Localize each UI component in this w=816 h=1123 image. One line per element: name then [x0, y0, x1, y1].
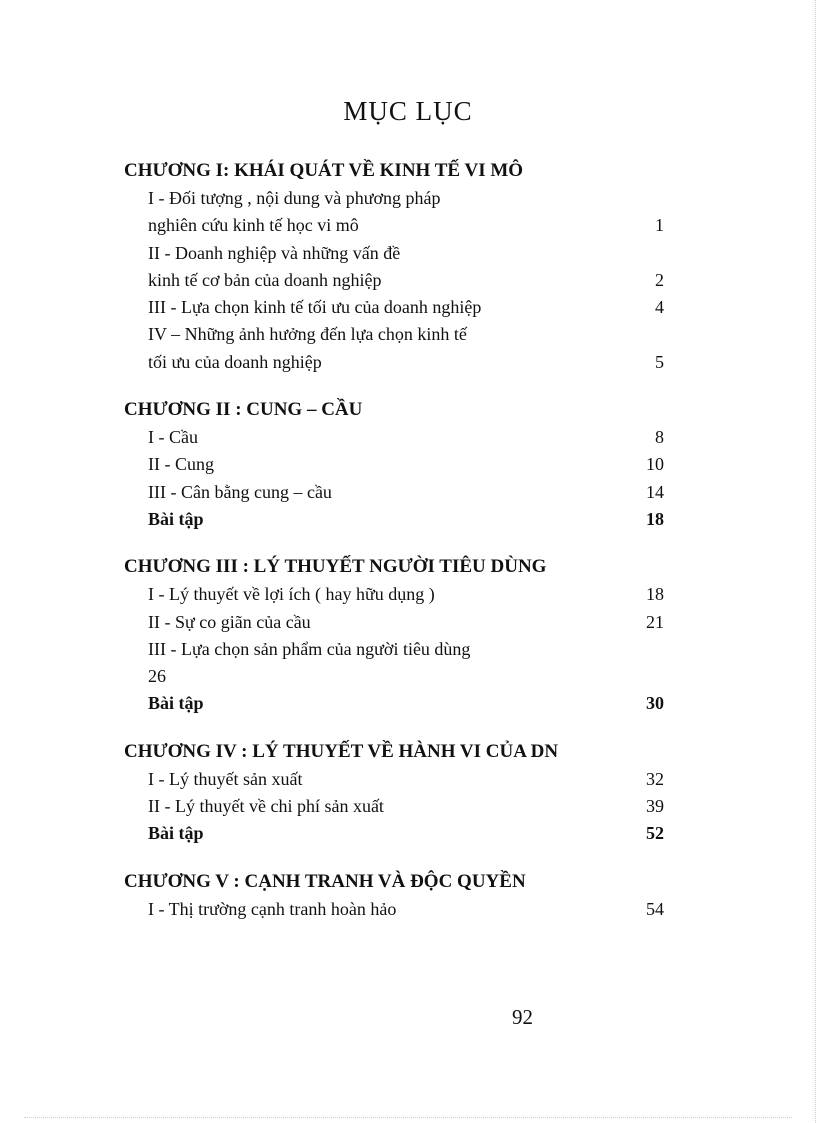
toc-entry	[124, 321, 664, 348]
page-number: 92	[512, 1005, 533, 1029]
toc-entry	[124, 349, 664, 376]
chapter-heading: CHƯƠNG V : CẠNH TRANH VÀ ĐỘC QUYỀN	[124, 870, 526, 892]
toc-entry-text: tối ưu của doanh nghiệp	[148, 351, 322, 372]
chapter-heading: CHƯƠNG III : LÝ THUYẾT NGƯỜI TIÊU DÙNG	[124, 556, 547, 578]
toc-entry-page-number: 4	[655, 297, 664, 318]
toc-entry	[124, 479, 664, 506]
toc-entry-text: II - Lý thuyết về chi phí sản xuất	[148, 796, 384, 817]
toc-entry-text: Bài tập	[148, 508, 204, 529]
toc-entry-text: Bài tập	[148, 823, 204, 844]
toc-entry-text: II - Doanh nghiệp và những vấn đề	[148, 242, 401, 263]
toc-entry-page-number: 30	[646, 693, 664, 714]
toc-entry-text: 26	[148, 666, 166, 687]
toc-entry	[124, 793, 664, 820]
toc-chapter	[124, 553, 664, 717]
toc-entry-text: I - Cầu	[148, 427, 198, 448]
toc-entry	[124, 581, 664, 608]
page-number-footer	[0, 1005, 816, 1030]
toc-entry	[124, 506, 664, 533]
toc-entry-text: III - Lựa chọn kinh tế tối ưu của doanh nghiệp	[148, 297, 482, 318]
toc-entry	[124, 663, 664, 690]
chapter-heading: CHƯƠNG IV : LÝ THUYẾT VỀ HÀNH VI CỦA DN	[124, 740, 559, 762]
toc-entry	[124, 690, 664, 717]
toc-entry	[124, 294, 664, 321]
toc-entry-text: I - Đối tượng , nội dung và phương pháp	[148, 188, 441, 208]
toc-entry-text: II - Sự co giãn của cầu	[148, 611, 311, 632]
toc-entry	[124, 766, 664, 793]
toc-entry-text: I - Thị trường cạnh tranh hoàn hảo	[148, 898, 397, 919]
toc-entry-page-number: 39	[646, 796, 664, 817]
toc-entry-text: IV – Những ảnh hưởng đến lựa chọn kinh tế	[148, 324, 467, 345]
toc-chapter	[124, 738, 664, 848]
toc-entry	[124, 185, 664, 212]
toc-chapter	[124, 396, 664, 533]
toc-entry-text: I - Lý thuyết sản xuất	[148, 768, 303, 789]
toc-entry	[124, 636, 664, 663]
toc-entry-page-number: 8	[655, 427, 664, 448]
table-of-contents	[124, 157, 664, 943]
toc-chapter	[124, 868, 664, 923]
toc-entry-text: III - Lựa chọn sản phẩm của người tiêu dùng	[148, 638, 471, 659]
bottom-border-line	[24, 1117, 792, 1118]
toc-entry-text: kinh tế cơ bản của doanh nghiệp	[148, 269, 382, 290]
toc-entry	[124, 424, 664, 451]
toc-entry-page-number: 5	[655, 351, 664, 372]
toc-entry-text: I - Lý thuyết về lợi ích ( hay hữu dụng )	[148, 584, 435, 605]
toc-entry-text: nghiên cứu kinh tế học vi mô	[148, 215, 359, 236]
toc-entry	[124, 820, 664, 847]
toc-entry	[124, 212, 664, 239]
toc-entry-page-number: 18	[646, 584, 664, 605]
toc-entry	[124, 267, 664, 294]
toc-entry-page-number: 14	[646, 481, 664, 502]
toc-entry-text: III - Cân bằng cung – cầu	[148, 481, 332, 502]
page-title: MỤC LỤC	[343, 96, 473, 126]
toc-entry-page-number: 1	[655, 215, 664, 236]
chapter-heading: CHƯƠNG I: KHÁI QUÁT VỀ KINH TẾ VI MÔ	[124, 160, 524, 181]
toc-entry-page-number: 32	[646, 768, 664, 789]
toc-entry-page-number: 52	[646, 823, 664, 844]
toc-entry-page-number: 54	[646, 898, 664, 919]
toc-entry	[124, 609, 664, 636]
toc-entry	[124, 240, 664, 267]
toc-chapter	[124, 157, 664, 376]
toc-entry-text: Bài tập	[148, 693, 204, 714]
toc-entry-page-number: 18	[646, 508, 664, 529]
toc-entry	[124, 451, 664, 478]
toc-entry-page-number: 21	[646, 611, 664, 632]
chapter-heading: CHƯƠNG II : CUNG – CẦU	[124, 399, 363, 421]
toc-entry-page-number: 10	[646, 454, 664, 475]
toc-entry-text: II - Cung	[148, 454, 214, 475]
toc-entry	[124, 896, 664, 923]
toc-entry-page-number: 2	[655, 269, 664, 290]
